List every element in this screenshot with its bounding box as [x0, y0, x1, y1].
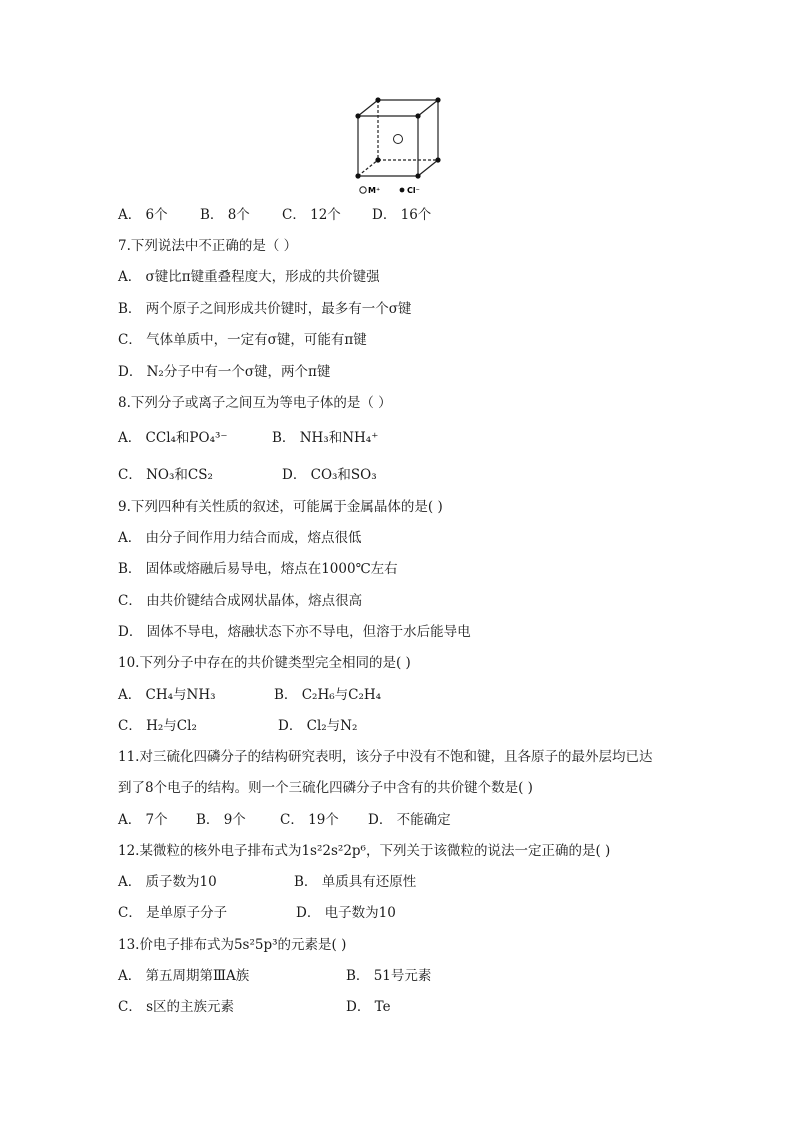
q9-option-b[interactable]: B． 固体或熔融后易导电，熔点在1000℃左右 [118, 561, 398, 577]
q8-stem: 8.下列分子或离子之间互为等电子体的是（ ） [118, 395, 392, 411]
q11-options [118, 811, 451, 829]
q13-option-b[interactable]: B． 51号元素 [346, 968, 432, 984]
q12-option-b[interactable]: B． 单质具有还原性 [294, 874, 417, 890]
q8-option-d[interactable]: D． CO₃和SO₃ [282, 467, 377, 483]
q13-row2 [118, 998, 391, 1016]
q7-option-a[interactable]: A． σ键比π键重叠程度大，形成的共价键强 [118, 269, 380, 285]
q9-stem: 9.下列四种有关性质的叙述，可能属于金属晶体的是( ) [118, 499, 443, 515]
q13-row1 [118, 967, 431, 985]
q6-option-c[interactable]: C． 12个 [282, 207, 341, 223]
q6-options [118, 206, 431, 224]
q8-row1 [118, 429, 378, 447]
legend-m: M⁺ [368, 186, 381, 195]
q12-option-c[interactable]: C． 是单原子分子 [118, 905, 228, 921]
q12-option-a[interactable]: A． 质子数为10 [118, 874, 217, 890]
q11-option-d[interactable]: D． 不能确定 [368, 812, 451, 828]
q10-option-c[interactable]: C． H₂与Cl₂ [118, 718, 197, 734]
q12-row2 [118, 904, 396, 922]
q11-option-c[interactable]: C． 19个 [280, 812, 339, 828]
q10-row2 [118, 717, 357, 735]
q12-option-d[interactable]: D． 电子数为10 [296, 905, 396, 921]
q10-row1 [118, 686, 381, 704]
q7-option-d[interactable]: D． N₂分子中有一个σ键，两个π键 [118, 364, 331, 380]
q13-option-a[interactable]: A． 第五周期第ⅢA族 [118, 968, 250, 984]
q13-option-c[interactable]: C． s区的主族元素 [118, 999, 235, 1015]
q8-option-c[interactable]: C． NO₃和CS₂ [118, 467, 213, 483]
q10-option-d[interactable]: D． Cl₂与N₂ [278, 718, 358, 734]
legend-cl: Cl⁻ [407, 186, 420, 195]
q11-option-b[interactable]: B． 9个 [196, 812, 246, 828]
q13-stem: 13.价电子排布式为5s²5p³的元素是( ) [118, 937, 347, 953]
q13-option-d[interactable]: D． Te [346, 999, 391, 1015]
q10-stem: 10.下列分子中存在的共价键类型完全相同的是( ) [118, 655, 411, 671]
q10-option-b[interactable]: B． C₂H₆与C₂H₄ [274, 687, 382, 703]
q8-option-b[interactable]: B． NH₃和NH₄⁺ [272, 430, 379, 446]
q8-option-a[interactable]: A． CCl₄和PO₄³⁻ [118, 430, 228, 446]
q6-option-d[interactable]: D． 16个 [372, 207, 432, 223]
q11-stem-line1: 11.对三硫化四磷分子的结构研究表明，该分子中没有不饱和键，且各原子的最外层均已达 [118, 749, 653, 765]
q10-option-a[interactable]: A． CH₄与NH₃ [118, 687, 216, 703]
q8-row2 [118, 466, 377, 484]
center-ion [394, 135, 403, 144]
q11-stem-line2: 到了8个电子的结构。则一个三硫化四磷分子中含有的共价键个数是( ) [118, 780, 533, 796]
q9-option-d[interactable]: D． 固体不导电，熔融状态下亦不导电，但溶于水后能导电 [118, 624, 471, 640]
q11-option-a[interactable]: A． 7个 [118, 812, 168, 828]
q6-option-b[interactable]: B． 8个 [200, 207, 250, 223]
q9-option-c[interactable]: C． 由共价键结合成网状晶体，熔点很高 [118, 593, 363, 609]
q7-option-c[interactable]: C． 气体单质中，一定有σ键，可能有π键 [118, 332, 367, 348]
q6-option-a[interactable]: A． 6个 [118, 207, 168, 223]
q12-stem: 12.某微粒的核外电子排布式为1s²2s²2p⁶，下列关于该微粒的说法一定正确的是( ) [118, 843, 611, 859]
q12-row1 [118, 873, 416, 891]
q7-stem: 7.下列说法中不正确的是（ ） [118, 238, 298, 254]
q9-option-a[interactable]: A． 由分子间作用力结合而成，熔点很低 [118, 530, 362, 546]
q7-option-b[interactable]: B． 两个原子之间形成共价键时，最多有一个σ键 [118, 301, 412, 317]
crystal-cell-figure [352, 96, 442, 202]
